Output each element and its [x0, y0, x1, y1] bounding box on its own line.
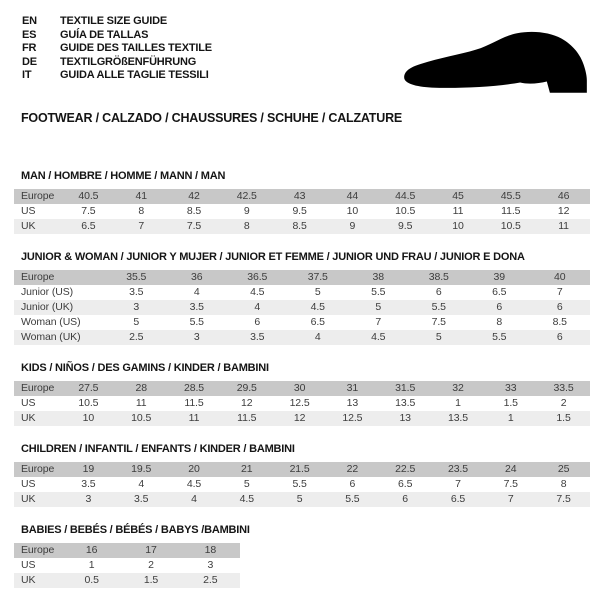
size-cell: 9 [349, 219, 356, 232]
size-cell: 2 [560, 396, 567, 409]
row-label: Europe [21, 381, 55, 394]
size-cell: 41 [135, 189, 147, 202]
size-cell: 6.5 [450, 492, 466, 505]
size-cell: 24 [505, 462, 517, 475]
size-cell: 8 [243, 219, 250, 232]
size-cell: 6 [496, 300, 503, 313]
size-cell: 12 [241, 396, 253, 409]
language-label: TEXTILGRÖßENFÜHRUNG [60, 55, 197, 68]
size-cell: 13.5 [447, 411, 468, 424]
size-cell: 1.5 [503, 396, 518, 409]
size-cell: 46 [557, 189, 570, 202]
table-row [14, 462, 590, 477]
row-label: Woman (US) [21, 315, 81, 328]
row-label: US [21, 396, 36, 409]
size-cell: 3 [193, 330, 200, 343]
size-cell: 9.5 [292, 204, 307, 217]
size-cell: 18 [204, 543, 217, 556]
table-title: JUNIOR & WOMAN / JUNIOR Y MUJER / JUNIOR ET FEMME / JUNIOR UND FRAU / JUNIOR E DONA [21, 250, 525, 263]
size-cell: 5 [243, 477, 250, 490]
size-cell: 44.5 [395, 189, 416, 202]
size-cell: 13 [346, 396, 359, 409]
size-cell: 5.5 [345, 492, 360, 505]
size-cell: 4.5 [371, 330, 386, 343]
table-title: KIDS / NIÑOS / DES GAMINS / KINDER / BAMBINI [21, 361, 269, 374]
size-cell: 5 [435, 330, 442, 343]
row-label: UK [21, 492, 36, 505]
table-row [14, 285, 590, 300]
size-cell: 38.5 [428, 270, 449, 283]
size-table-section-man [14, 170, 590, 234]
row-label: Junior (UK) [21, 300, 73, 313]
size-cell: 10 [452, 219, 464, 232]
table-row [14, 270, 590, 285]
language-label: TEXTILE SIZE GUIDE [60, 15, 168, 27]
size-cell: 21 [241, 462, 253, 475]
size-cell: 10.5 [131, 411, 152, 424]
language-code: EN [22, 15, 37, 27]
language-label: GUÍA DE TALLAS [60, 28, 149, 41]
table-title: CHILDREN / INFANTIL / ENFANTS / KINDER / BAMBINI [21, 442, 295, 455]
size-cell: 12 [557, 204, 570, 217]
size-cell: 7 [138, 219, 145, 232]
row-label: US [21, 558, 36, 571]
size-cell: 8.5 [292, 219, 307, 232]
size-cell: 4.5 [186, 477, 202, 490]
size-cell: 2.5 [203, 573, 218, 586]
size-cell: 12.5 [289, 396, 310, 409]
size-cell: 1 [507, 411, 514, 424]
size-cell: 44 [346, 189, 359, 202]
language-row [22, 15, 600, 29]
size-cell: 37.5 [307, 270, 328, 283]
size-cell: 7.5 [186, 219, 202, 232]
size-cell: 11 [188, 411, 200, 424]
size-cell: 5 [296, 492, 303, 505]
size-cell: 7.5 [431, 315, 446, 328]
size-cell: 5 [314, 285, 321, 298]
row-label: Woman (UK) [21, 330, 81, 343]
size-cell: 11.5 [501, 204, 521, 217]
row-label: UK [21, 411, 36, 424]
table-row [14, 315, 590, 330]
table-row [14, 381, 590, 396]
size-cell: 8 [496, 315, 503, 328]
size-cell: 36.5 [247, 270, 268, 283]
size-cell: 22.5 [395, 462, 416, 475]
size-cell: 32 [452, 381, 464, 394]
size-cell: 3.5 [81, 477, 96, 490]
row-label: Junior (US) [21, 285, 73, 298]
size-cell: 33.5 [553, 381, 574, 394]
size-cell: 6 [556, 300, 563, 313]
table-row [14, 189, 590, 204]
size-cell: 12 [293, 411, 306, 424]
size-cell: 3.5 [134, 492, 149, 505]
size-cell: 45.5 [500, 189, 521, 202]
size-cell: 4.5 [310, 300, 325, 313]
size-cell: 40.5 [78, 189, 99, 202]
size-cell: 7.5 [503, 477, 518, 490]
row-label: UK [21, 573, 36, 586]
size-cell: 2.5 [129, 330, 144, 343]
language-code: FR [22, 42, 37, 54]
size-cell: 0.5 [84, 573, 99, 586]
size-cell: 3 [85, 492, 92, 505]
size-table-section-kids [14, 362, 590, 426]
table-row [14, 573, 240, 588]
size-cell: 28.5 [183, 381, 205, 394]
size-table-section-children [14, 443, 590, 507]
table-title: MAN / HOMBRE / HOMME / MANN / MAN [21, 169, 226, 182]
table-row [14, 300, 590, 315]
size-cell: 10 [82, 411, 95, 424]
size-cell: 45 [452, 189, 464, 202]
size-cell: 27.5 [78, 381, 99, 394]
size-cell: 3 [133, 300, 140, 313]
size-cell: 20 [188, 462, 200, 475]
table-row [14, 543, 240, 558]
table-row [14, 411, 590, 426]
size-cell: 11.5 [184, 396, 204, 409]
table-row [14, 219, 590, 234]
size-cell: 1.5 [143, 573, 159, 586]
size-cell: 8.5 [552, 315, 567, 328]
size-cell: 1 [88, 558, 95, 571]
size-cell: 7.5 [556, 492, 571, 505]
table-row [14, 477, 590, 492]
size-cell: 4 [193, 285, 200, 298]
size-cell: 8 [138, 204, 145, 217]
category-title: FOOTWEAR / CALZADO / CHAUSSURES / SCHUHE / CALZATURE [21, 110, 403, 125]
size-cell: 13.5 [395, 396, 416, 409]
size-cell: 39 [493, 270, 505, 283]
size-cell: 7 [375, 315, 382, 328]
language-code: DE [22, 55, 37, 68]
size-table-section-babies [14, 524, 590, 588]
size-table [14, 270, 590, 345]
row-label: UK [21, 219, 36, 232]
size-cell: 40 [554, 270, 566, 283]
size-cell: 6 [556, 330, 563, 343]
size-cell: 10.5 [500, 219, 521, 232]
table-row [14, 204, 590, 219]
size-cell: 3 [207, 558, 214, 571]
size-cell: 11 [135, 396, 147, 409]
size-cell: 43 [293, 189, 306, 202]
shoe-icon [398, 30, 593, 96]
size-table [14, 381, 590, 426]
size-cell: 1 [455, 396, 461, 409]
size-cell: 6.5 [310, 315, 325, 328]
size-cell: 5.5 [431, 300, 446, 313]
size-cell: 7 [507, 492, 514, 505]
size-cell: 10.5 [395, 204, 416, 217]
size-cell: 4 [138, 477, 145, 490]
size-cell: 12.5 [342, 411, 363, 424]
size-cell: 7.5 [81, 204, 96, 217]
row-label: Europe [21, 462, 55, 475]
size-cell: 3.5 [250, 330, 265, 343]
table-row [14, 330, 590, 345]
size-cell: 4 [314, 330, 321, 343]
size-cell: 5 [375, 300, 382, 313]
size-cell: 9 [243, 204, 250, 217]
size-cell: 31 [346, 381, 359, 394]
size-cell: 11.5 [237, 411, 257, 424]
table-row [14, 396, 590, 411]
size-cell: 33 [505, 381, 517, 394]
size-cell: 5 [133, 315, 140, 328]
language-label: GUIDE DES TAILLES TEXTILE [60, 42, 212, 54]
size-cell: 5.5 [189, 315, 204, 328]
row-label: Europe [21, 270, 55, 283]
size-cell: 1.5 [556, 411, 571, 424]
size-cell: 6 [435, 285, 442, 298]
size-cell: 6.5 [492, 285, 507, 298]
size-cell: 8 [560, 477, 567, 490]
tables-container [14, 170, 590, 588]
size-cell: 5.5 [371, 285, 386, 298]
size-cell: 3.5 [129, 285, 144, 298]
size-cell: 22 [346, 462, 359, 475]
size-cell: 21.5 [289, 462, 310, 475]
size-cell: 5.5 [292, 477, 307, 490]
size-cell: 17 [145, 543, 157, 556]
size-cell: 28 [135, 381, 147, 394]
size-cell: 10.5 [78, 396, 99, 409]
size-cell: 19.5 [131, 462, 152, 475]
size-cell: 31.5 [395, 381, 416, 394]
size-table [14, 189, 590, 234]
size-cell: 13 [399, 411, 411, 424]
size-cell: 38 [372, 270, 384, 283]
size-cell: 6 [254, 315, 261, 328]
size-cell: 35.5 [126, 270, 147, 283]
row-label: Europe [21, 189, 55, 202]
size-cell: 42 [188, 189, 200, 202]
size-cell: 10 [346, 204, 359, 217]
size-table [14, 543, 240, 588]
row-label: Europe [21, 543, 55, 556]
size-cell: 5.5 [492, 330, 507, 343]
size-cell: 29.5 [236, 381, 257, 394]
table-row [14, 558, 240, 573]
language-code: ES [22, 28, 37, 41]
size-cell: 6.5 [398, 477, 413, 490]
table-title: BABIES / BEBÉS / BÉBÉS / BABYS /BAMBINI [21, 523, 250, 536]
row-label: US [21, 477, 36, 490]
size-cell: 36 [191, 270, 203, 283]
size-cell: 11 [452, 204, 464, 217]
size-cell: 9.5 [398, 219, 413, 232]
size-cell: 25 [557, 462, 570, 475]
size-cell: 42.5 [236, 189, 257, 202]
size-cell: 4.5 [250, 285, 265, 298]
size-cell: 6.5 [81, 219, 96, 232]
size-cell: 3.5 [189, 300, 204, 313]
size-cell: 4.5 [239, 492, 254, 505]
size-cell: 7 [556, 285, 563, 298]
size-cell: 11 [558, 219, 569, 232]
size-cell: 6 [402, 492, 409, 505]
language-code: IT [22, 69, 32, 81]
size-cell: 4 [254, 300, 261, 313]
size-table [14, 462, 590, 507]
language-label: GUIDA ALLE TAGLIE TESSILI [60, 69, 209, 81]
row-label: US [21, 204, 36, 217]
size-cell: 30 [293, 381, 306, 394]
size-cell: 19 [82, 462, 95, 475]
size-cell: 2 [148, 558, 154, 571]
size-cell: 23.5 [447, 462, 468, 475]
size-table-section-junior [14, 251, 590, 345]
table-row [14, 492, 590, 507]
size-cell: 8.5 [186, 204, 202, 217]
size-cell: 16 [85, 543, 98, 556]
size-cell: 4 [191, 492, 197, 505]
size-cell: 6 [349, 477, 356, 490]
size-cell: 7 [455, 477, 461, 490]
